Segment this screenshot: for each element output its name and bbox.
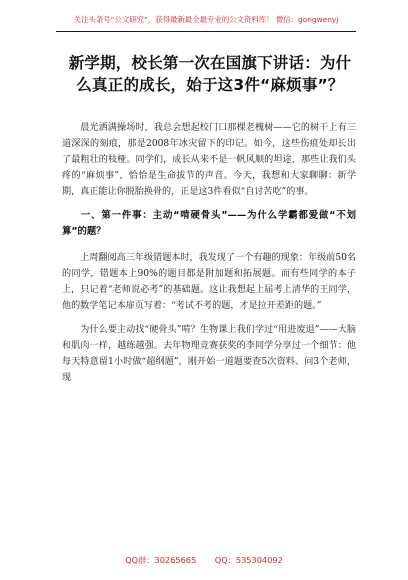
section1-paragraph-2: 为什么要主动找“硬骨头”啃？生物课上我们学过“用进废退”——大脑和肌肉一样，越练越强。去年物理竞赛获奖的李同学分享过一个细节：他每天特意留1小时做“超纲题”，刚开始一道题要查5次资料、问3个老师，现: [62, 325, 356, 383]
document-body: [62, 120, 356, 394]
header-divider: [56, 31, 356, 32]
intro-paragraph: 晨光洒满操场时，我总会想起校门口那棵老槐树——它的树干上有三道深深的刻痕，那是2008年冰灾留下的印记。如今，这些伤痕处却长出了最粗壮的枝桠。同学们，成长从来不是一帆风顺的坦途，那些让我们头疼的“麻烦事”，恰恰是生命拔节的声音。今天，我想和大家聊聊：新学期，真正能让你脱胎换骨的，正是这3件看似“自讨苦吃”的事。: [62, 123, 356, 197]
section-heading-1: 一、第一件事：主动“啃硬骨头”——为什么学霸都爱做“不划算”的题？: [62, 210, 356, 237]
page-title: 新学期，校长第一次在国旗下讲话：为什么真正的成长，始于这3件“麻烦事”？: [68, 54, 352, 94]
footer-qq: QQ：535304092: [214, 555, 283, 565]
footer-contact: [0, 554, 408, 566]
header-banner: 关注头条号“公文研究”，获得最新最全最专业的公文资料库！ 微信：gongwenyj: [73, 15, 339, 24]
section1-paragraph-1: 上周翻阅高三年级错题本时，我发现了一个有趣的现象：年级前50名的同学，错题本上90%的题目都是附加题和拓展题。而有些同学的本子上，只记着“老师说必考”的基础题。这让我想起上届考上清华的王同学，他的数学笔记本扉页写着：“考试不考的题，才是拉开差距的题。”: [62, 253, 356, 311]
footer-qq-group: QQ群：30265665: [125, 555, 197, 565]
